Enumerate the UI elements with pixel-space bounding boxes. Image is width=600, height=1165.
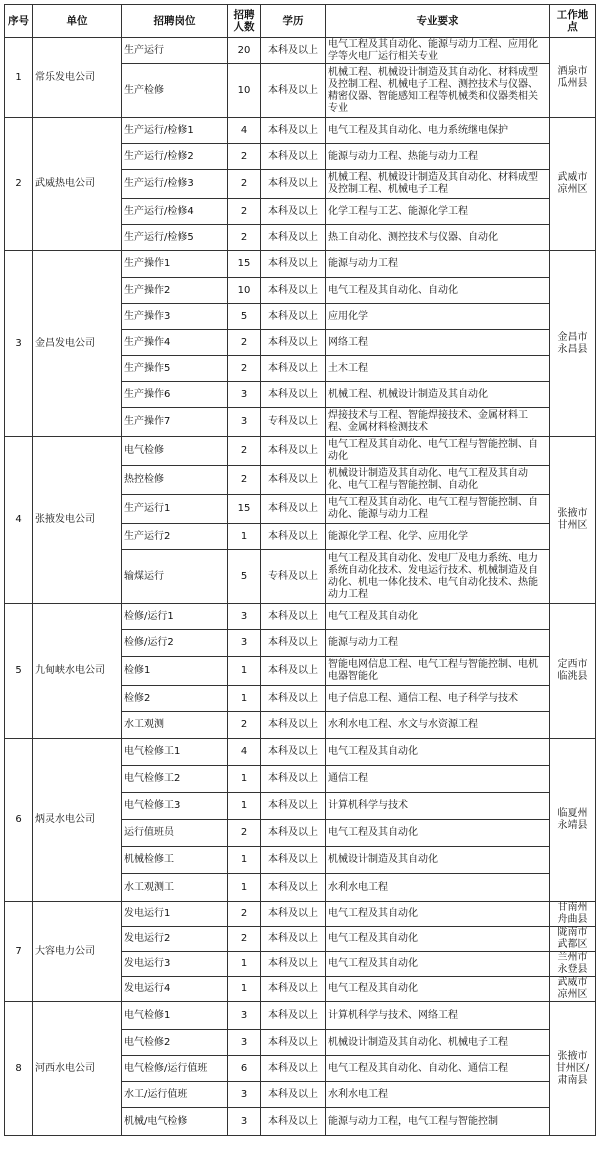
education-level: 本科及以上 [261, 278, 326, 304]
header-location: 工作地点 [550, 5, 596, 38]
education-level: 本科及以上 [261, 1056, 326, 1082]
major-requirements: 能源与动力工程 [326, 630, 550, 657]
hire-count: 20 [228, 38, 261, 64]
education-level: 本科及以上 [261, 686, 326, 712]
hire-count: 3 [228, 1082, 261, 1108]
major-requirements: 网络工程 [326, 330, 550, 356]
education-level: 本科及以上 [261, 820, 326, 847]
position-name: 检修/运行2 [122, 630, 228, 657]
hire-count: 4 [228, 118, 261, 144]
major-requirements: 电气工程及其自动化、能源与动力工程、应用化学等火电厂运行相关专业 [326, 38, 550, 64]
position-name: 检修/运行1 [122, 604, 228, 630]
position-name: 检修1 [122, 657, 228, 686]
major-requirements: 计算机科学与技术、网络工程 [326, 1002, 550, 1030]
hire-count: 3 [228, 1108, 261, 1136]
position-name: 发电运行3 [122, 952, 228, 977]
education-level: 本科及以上 [261, 437, 326, 466]
unit-name: 常乐发电公司 [33, 38, 122, 118]
major-requirements: 通信工程 [326, 766, 550, 793]
major-requirements: 能源与动力工程、热能与动力工程 [326, 144, 550, 170]
major-requirements: 计算机科学与技术 [326, 793, 550, 820]
table-body [5, 38, 596, 1136]
header-education: 学历 [261, 5, 326, 38]
major-requirements: 焊接技术与工程、智能焊接技术、金属材料工程、金属材料检测技术 [326, 408, 550, 437]
header-unit: 单位 [33, 5, 122, 38]
header-no: 序号 [5, 5, 33, 38]
hire-count: 1 [228, 847, 261, 874]
table-row [5, 437, 596, 466]
major-requirements: 智能电网信息工程、电气工程与智能控制、电机电器智能化 [326, 657, 550, 686]
hire-count: 3 [228, 604, 261, 630]
education-level: 本科及以上 [261, 382, 326, 408]
hire-count: 1 [228, 524, 261, 550]
work-location: 金昌市 永昌县 [550, 251, 596, 437]
position-name: 机械/电气检修 [122, 1108, 228, 1136]
major-requirements: 电气工程及其自动化 [326, 977, 550, 1002]
education-level: 本科及以上 [261, 604, 326, 630]
education-level: 本科及以上 [261, 118, 326, 144]
position-name: 输煤运行 [122, 550, 228, 604]
major-requirements: 水利水电工程 [326, 874, 550, 902]
hire-count: 6 [228, 1056, 261, 1082]
position-name: 发电运行4 [122, 977, 228, 1002]
hire-count: 1 [228, 766, 261, 793]
header-position: 招聘岗位 [122, 5, 228, 38]
hire-count: 2 [228, 820, 261, 847]
major-requirements: 机械工程、机械设计制造及其自动化、材料成型及控制工程、机械电子工程 [326, 170, 550, 199]
major-requirements: 机械工程、机械设计制造及其自动化、材料成型及控制工程、机械电子工程、测控技术与仪器、精密仪器、智能感知工程等机械类和仪器类相关专业 [326, 64, 550, 118]
major-requirements: 电气工程及其自动化、自动化、通信工程 [326, 1056, 550, 1082]
major-requirements: 电气工程及其自动化 [326, 927, 550, 952]
hire-count: 15 [228, 495, 261, 524]
work-location: 张掖市 甘州区 [550, 437, 596, 604]
hire-count: 2 [228, 225, 261, 251]
hire-count: 1 [228, 977, 261, 1002]
hire-count: 2 [228, 927, 261, 952]
major-requirements: 电气工程及其自动化、自动化 [326, 278, 550, 304]
unit-name: 金昌发电公司 [33, 251, 122, 437]
work-location: 酒泉市 瓜州县 [550, 38, 596, 118]
hire-count: 5 [228, 550, 261, 604]
position-name: 生产运行/检修5 [122, 225, 228, 251]
hire-count: 1 [228, 952, 261, 977]
major-requirements: 能源化学工程、化学、应用化学 [326, 524, 550, 550]
unit-name: 张掖发电公司 [33, 437, 122, 604]
position-name: 生产运行 [122, 38, 228, 64]
work-location: 武威市 凉州区 [550, 118, 596, 251]
hire-count: 3 [228, 382, 261, 408]
hire-count: 2 [228, 330, 261, 356]
major-requirements: 能源与动力工程，电气工程与智能控制 [326, 1108, 550, 1136]
table-row [5, 902, 596, 927]
major-requirements: 电气工程及其自动化、电气工程与智能控制、自动化 [326, 437, 550, 466]
education-level: 专科及以上 [261, 408, 326, 437]
hire-count: 1 [228, 793, 261, 820]
major-requirements: 机械设计制造及其自动化、机械电子工程 [326, 1030, 550, 1056]
hire-count: 3 [228, 408, 261, 437]
hire-count: 2 [228, 356, 261, 382]
hire-count: 2 [228, 144, 261, 170]
position-name: 电气检修 [122, 437, 228, 466]
education-level: 本科及以上 [261, 225, 326, 251]
work-location: 兰州市 永登县 [550, 952, 596, 977]
position-name: 水工观测工 [122, 874, 228, 902]
education-level: 本科及以上 [261, 847, 326, 874]
education-level: 本科及以上 [261, 712, 326, 739]
hire-count: 15 [228, 251, 261, 278]
work-location: 陇南市 武都区 [550, 927, 596, 952]
major-requirements: 电气工程及其自动化 [326, 604, 550, 630]
row-number: 2 [5, 118, 33, 251]
hire-count: 10 [228, 278, 261, 304]
table-row [5, 1002, 596, 1030]
row-number: 5 [5, 604, 33, 739]
row-number: 8 [5, 1002, 33, 1136]
education-level: 本科及以上 [261, 144, 326, 170]
education-level: 本科及以上 [261, 356, 326, 382]
position-name: 生产操作5 [122, 356, 228, 382]
hire-count: 1 [228, 686, 261, 712]
row-number: 7 [5, 902, 33, 1002]
major-requirements: 应用化学 [326, 304, 550, 330]
position-name: 运行值班员 [122, 820, 228, 847]
education-level: 本科及以上 [261, 630, 326, 657]
work-location: 武威市 凉州区 [550, 977, 596, 1002]
education-level: 本科及以上 [261, 977, 326, 1002]
header-count: 招聘 人数 [228, 5, 261, 38]
row-number: 6 [5, 739, 33, 902]
position-name: 电气检修工2 [122, 766, 228, 793]
row-number: 4 [5, 437, 33, 604]
position-name: 生产运行2 [122, 524, 228, 550]
position-name: 生产操作3 [122, 304, 228, 330]
work-location: 张掖市 甘州区/ 肃南县 [550, 1002, 596, 1136]
education-level: 本科及以上 [261, 330, 326, 356]
major-requirements: 机械工程、机械设计制造及其自动化 [326, 382, 550, 408]
unit-name: 武威热电公司 [33, 118, 122, 251]
education-level: 本科及以上 [261, 304, 326, 330]
education-level: 本科及以上 [261, 64, 326, 118]
position-name: 水工观测 [122, 712, 228, 739]
hire-count: 2 [228, 902, 261, 927]
education-level: 本科及以上 [261, 524, 326, 550]
education-level: 本科及以上 [261, 1002, 326, 1030]
position-name: 生产操作4 [122, 330, 228, 356]
hire-count: 5 [228, 304, 261, 330]
position-name: 生产操作1 [122, 251, 228, 278]
work-location: 定西市 临洮县 [550, 604, 596, 739]
education-level: 本科及以上 [261, 657, 326, 686]
hire-count: 3 [228, 1002, 261, 1030]
unit-name: 河西水电公司 [33, 1002, 122, 1136]
header-requirements: 专业要求 [326, 5, 550, 38]
work-location: 临夏州 永靖县 [550, 739, 596, 902]
hire-count: 10 [228, 64, 261, 118]
hire-count: 1 [228, 874, 261, 902]
hire-count: 3 [228, 1030, 261, 1056]
hire-count: 2 [228, 466, 261, 495]
hire-count: 2 [228, 437, 261, 466]
position-name: 电气检修1 [122, 1002, 228, 1030]
position-name: 生产运行/检修1 [122, 118, 228, 144]
major-requirements: 电气工程及其自动化、电力系统继电保护 [326, 118, 550, 144]
education-level: 本科及以上 [261, 495, 326, 524]
unit-name: 九甸峡水电公司 [33, 604, 122, 739]
position-name: 机械检修工 [122, 847, 228, 874]
major-requirements: 热工自动化、测控技术与仪器、自动化 [326, 225, 550, 251]
major-requirements: 电气工程及其自动化 [326, 902, 550, 927]
position-name: 生产运行/检修4 [122, 199, 228, 225]
major-requirements: 化学工程与工艺、能源化学工程 [326, 199, 550, 225]
position-name: 发电运行1 [122, 902, 228, 927]
recruitment-table-container [4, 4, 595, 1136]
education-level: 本科及以上 [261, 952, 326, 977]
education-level: 本科及以上 [261, 251, 326, 278]
hire-count: 2 [228, 170, 261, 199]
major-requirements: 机械设计制造及其自动化、电气工程及其自动化、电气工程与智能控制、自动化 [326, 466, 550, 495]
table-row [5, 604, 596, 630]
position-name: 热控检修 [122, 466, 228, 495]
education-level: 本科及以上 [261, 199, 326, 225]
education-level: 专科及以上 [261, 550, 326, 604]
table-row [5, 118, 596, 144]
position-name: 电气检修工1 [122, 739, 228, 766]
hire-count: 3 [228, 630, 261, 657]
education-level: 本科及以上 [261, 466, 326, 495]
education-level: 本科及以上 [261, 1030, 326, 1056]
table-row [5, 38, 596, 64]
major-requirements: 电气工程及其自动化 [326, 820, 550, 847]
education-level: 本科及以上 [261, 170, 326, 199]
position-name: 生产操作2 [122, 278, 228, 304]
major-requirements: 电气工程及其自动化 [326, 739, 550, 766]
education-level: 本科及以上 [261, 874, 326, 902]
row-number: 1 [5, 38, 33, 118]
major-requirements: 机械设计制造及其自动化 [326, 847, 550, 874]
education-level: 本科及以上 [261, 38, 326, 64]
education-level: 本科及以上 [261, 739, 326, 766]
major-requirements: 水利水电工程 [326, 1082, 550, 1108]
position-name: 生产运行/检修2 [122, 144, 228, 170]
education-level: 本科及以上 [261, 902, 326, 927]
header-row [5, 5, 596, 38]
major-requirements: 土木工程 [326, 356, 550, 382]
position-name: 生产运行/检修3 [122, 170, 228, 199]
hire-count: 1 [228, 657, 261, 686]
position-name: 检修2 [122, 686, 228, 712]
position-name: 生产操作6 [122, 382, 228, 408]
education-level: 本科及以上 [261, 1108, 326, 1136]
position-name: 电气检修2 [122, 1030, 228, 1056]
major-requirements: 水利水电工程、水文与水资源工程 [326, 712, 550, 739]
unit-name: 炳灵水电公司 [33, 739, 122, 902]
education-level: 本科及以上 [261, 1082, 326, 1108]
major-requirements: 电气工程及其自动化 [326, 952, 550, 977]
position-name: 水工/运行值班 [122, 1082, 228, 1108]
position-name: 生产运行1 [122, 495, 228, 524]
position-name: 生产操作7 [122, 408, 228, 437]
major-requirements: 能源与动力工程 [326, 251, 550, 278]
education-level: 本科及以上 [261, 927, 326, 952]
unit-name: 大容电力公司 [33, 902, 122, 1002]
hire-count: 2 [228, 199, 261, 225]
hire-count: 4 [228, 739, 261, 766]
position-name: 电气检修/运行值班 [122, 1056, 228, 1082]
position-name: 发电运行2 [122, 927, 228, 952]
major-requirements: 电气工程及其自动化、电气工程与智能控制、自动化、能源与动力工程 [326, 495, 550, 524]
table-row [5, 739, 596, 766]
major-requirements: 电气工程及其自动化、发电厂及电力系统、电力系统自动化技术、发电运行技术、机械制造及自动化、机电一体化技术、电气自动化技术、热能动力工程 [326, 550, 550, 604]
table-row [5, 251, 596, 278]
major-requirements: 电子信息工程、通信工程、电子科学与技术 [326, 686, 550, 712]
position-name: 生产检修 [122, 64, 228, 118]
education-level: 本科及以上 [261, 766, 326, 793]
hire-count: 2 [228, 712, 261, 739]
row-number: 3 [5, 251, 33, 437]
work-location: 甘南州 舟曲县 [550, 902, 596, 927]
education-level: 本科及以上 [261, 793, 326, 820]
recruitment-table [4, 4, 596, 1136]
position-name: 电气检修工3 [122, 793, 228, 820]
